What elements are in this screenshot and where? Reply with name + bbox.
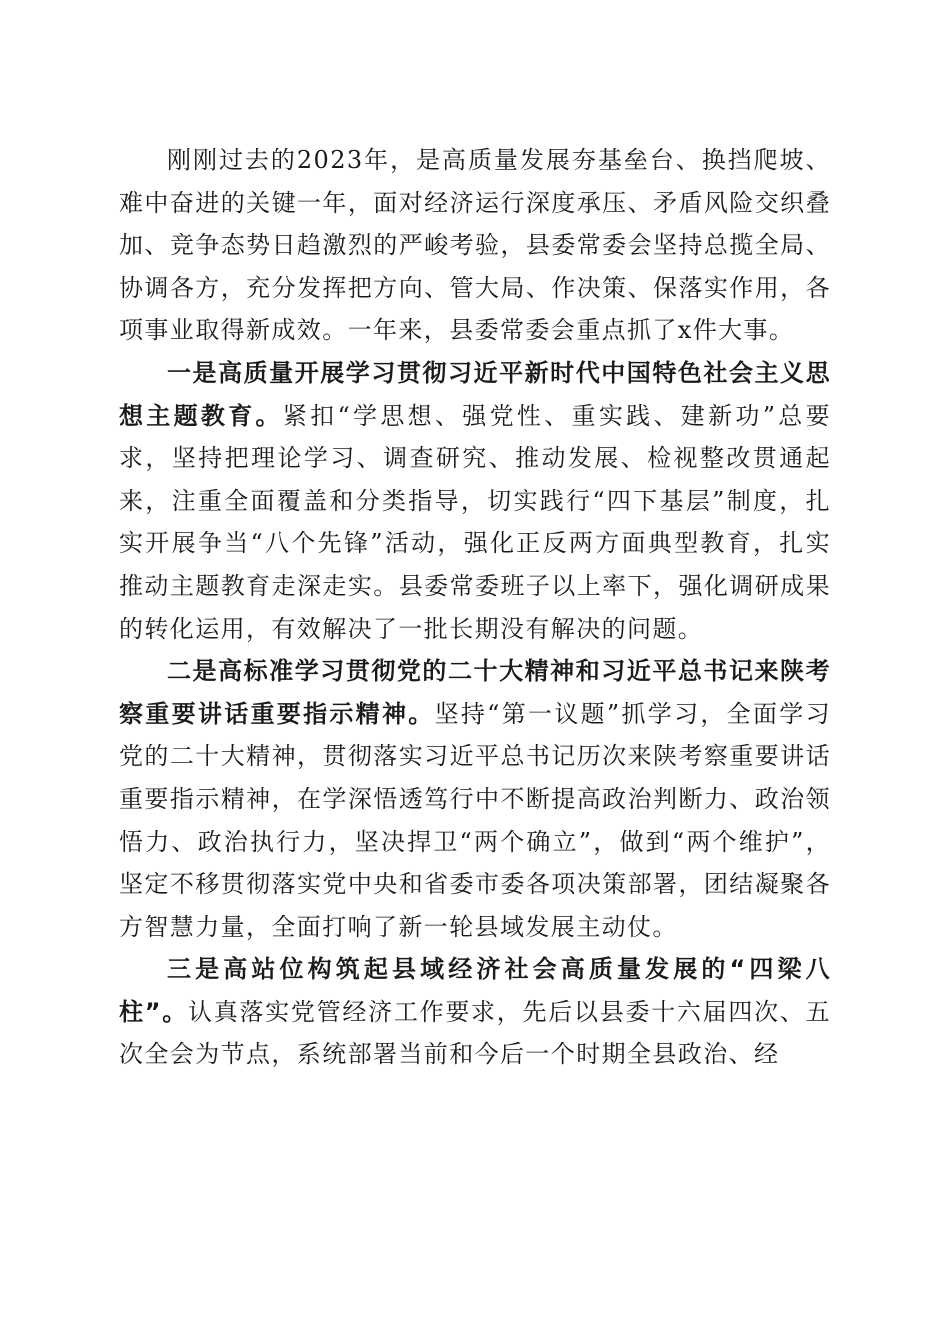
paragraph-item-2-body: 坚持“第一议题”抓学习，全面学习党的二十大精神，贯彻落实习近平总书记历次来陕考察重要讲话重要指示精神，在学深悟透笃行中不断提高政治判断力、政治领悟力、政治执行力，坚决捍卫“两个确立”，做到“两个维护”，坚定不移贯彻落实党中央和省委市委各项决策部署，团结凝聚各方智慧力量，全面打响了新一轮县域发展主动仗。 [119, 699, 831, 941]
paragraph-item-2-heading: 二是高标准学习贯彻党的二十大精神和习近平总书记来陕考察重要讲话重要指示精神。 [119, 657, 831, 728]
paragraph-item-2 [119, 650, 831, 948]
paragraph-item-1-heading: 一是高质量开展学习贯彻习近平新时代中国特色社会主义思想主题教育。 [119, 358, 831, 430]
paragraph-item-1-body: 紧扣“学思想、强党性、重实践、建新功”总要求，坚持把理论学习、调查研究、推动发展、检视整改贯通起来，注重全面覆盖和分类指导，切实践行“四下基层”制度，扎实开展争当“八个先锋”活动，强化正反两方面典型教育，扎实推动主题教育走深走实。县委常委班子以上率下，强化调研成果的转化运用，有效解决了一批长期没有解决的问题。 [119, 401, 831, 643]
paragraph-intro [119, 139, 831, 352]
paragraph-intro-body: 刚刚过去的2023年，是高质量发展夯基垒台、换挡爬坡、难中奋进的关键一年，面对经济运行深度承压、矛盾风险交织叠加、竞争态势日趋激烈的严峻考验，县委常委会坚持总揽全局、协调各方，充分发挥把方向、管大局、作决策、保落实作用，各项事业取得新成效。一年来，县委常委会重点抓了x件大事。 [119, 146, 831, 345]
paragraph-item-3-heading: 三是高站位构筑起县域经济社会高质量发展的“四梁八柱”。 [119, 955, 831, 1026]
paragraph-item-3 [119, 948, 831, 1076]
paragraph-item-3-body: 认真落实党管经济工作要求，先后以县委十六届四次、五次全会为节点，系统部署当前和今后一个时期全县政治、经 [119, 997, 831, 1069]
document-page [119, 139, 831, 1076]
paragraph-item-1 [119, 352, 831, 650]
